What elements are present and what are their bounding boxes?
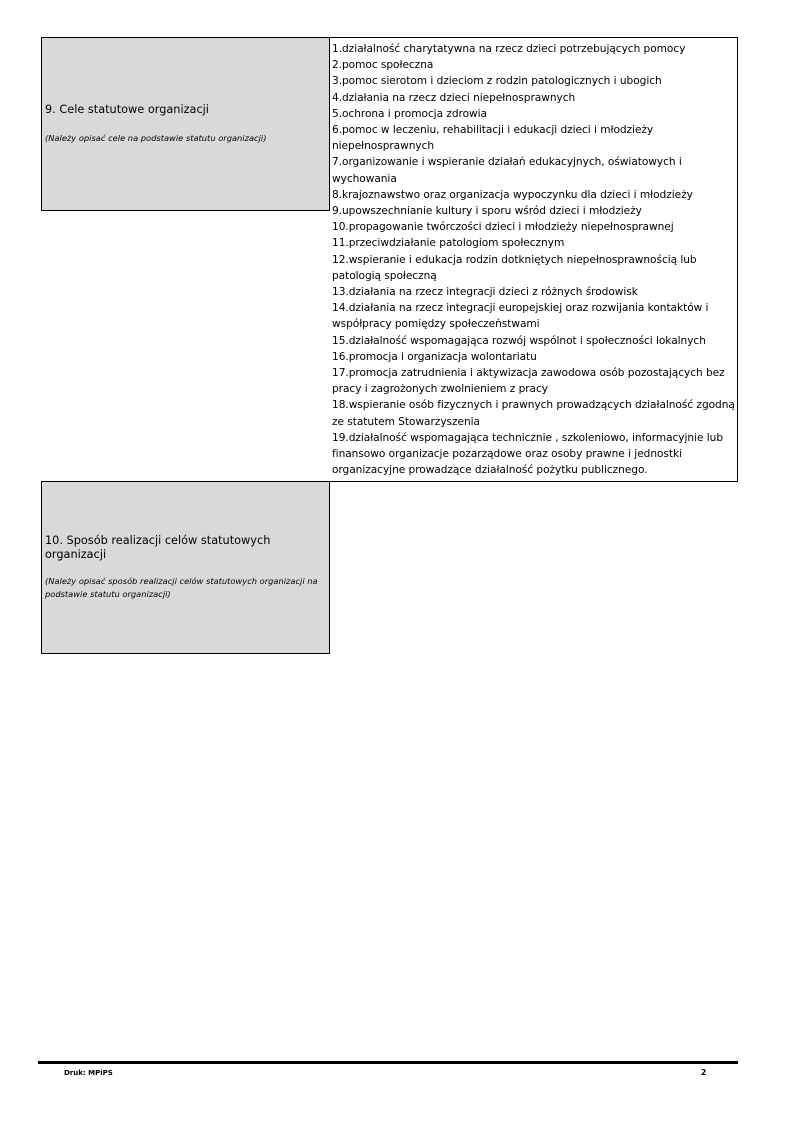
goal-item: 16.promocja i organizacja wolontariatu: [332, 350, 537, 363]
goal-item: 5.ochrona i promocja zdrowia: [332, 107, 487, 120]
goal-item: 1.działalność charytatywna na rzecz dzieci potrzebujących pomocy: [332, 43, 686, 55]
section-10-hint: (Należy opisać sposób realizacji celów statutowych organizacji na podstawie statutu organizacji): [45, 576, 318, 599]
footer-printer-label: Druk: MPiPS: [64, 1069, 113, 1077]
goal-item: 2.pomoc społeczna: [332, 59, 434, 72]
footer-divider: [38, 1061, 738, 1064]
section-10-label-cell: [41, 481, 330, 654]
goal-item: 14.działania na rzecz integracji europejskiej oraz rozwijania kontaktów i współpracy pomiędzy społeczeństwami: [332, 302, 709, 331]
section-9-label-cell: [41, 37, 330, 211]
goal-item: 11.przeciwdziałanie patologiom społecznym: [332, 237, 565, 250]
goal-item: 4.działania na rzecz dzieci niepełnosprawnych: [332, 91, 576, 104]
goal-item: 3.pomoc sierotom i dzieciom z rodzin patologicznych i ubogich: [332, 75, 662, 88]
goal-item: 9.upowszechnianie kultury i sporu wśród dzieci i młodzieży: [332, 205, 642, 218]
goal-item: 7.organizowanie i wspieranie działań edukacyjnych, oświatowych i wychowania: [332, 156, 682, 185]
goal-item: 17.promocja zatrudnienia i aktywizacja zawodowa osób pozostających bez pracy i zagrożonych zwolnieniem z pracy: [332, 367, 725, 396]
goal-item: 18.wspieranie osób fizycznych i prawnych prowadzących działalność zgodną ze statutem Stowarzyszenia: [332, 399, 735, 428]
section-9-heading: 9. Cele statutowe organizacji: [45, 103, 209, 116]
goal-item: 13.działania na rzecz integracji dzieci z różnych środowisk: [332, 286, 638, 299]
goal-item: 19.działalność wspomagająca technicznie , szkoleniowo, informacyjnie lub finansowo organizacje pozarządowe oraz osoby prawne i jednostki organizacyjne prowadzące działalność pożytku publicznego.: [332, 431, 723, 477]
page-number: 2: [701, 1068, 707, 1077]
section-9-goals-cell: [330, 37, 738, 482]
section-10-heading: 10. Sposób realizacji celów statutowych organizacji: [45, 534, 271, 561]
section-9-hint: (Należy opisać cele na podstawie statutu organizacji): [45, 133, 267, 143]
goal-item: 12.wspieranie i edukacja rodzin dotkniętych niepełnosprawnością lub patologią społeczną: [332, 253, 697, 282]
goal-item: 10.propagowanie twórczości dzieci i młodzieży niepełnosprawnej: [332, 221, 674, 234]
goal-item: 6.pomoc w leczeniu, rehabilitacji i edukacji dzieci i młodzieży niepełnosprawnych: [332, 124, 654, 153]
goal-item: 15.działalność wspomagająca rozwój wspólnot i społeczności lokalnych: [332, 334, 706, 347]
goal-item: 8.krajoznawstwo oraz organizacja wypoczynku dla dzieci i młodzieży: [332, 188, 693, 201]
